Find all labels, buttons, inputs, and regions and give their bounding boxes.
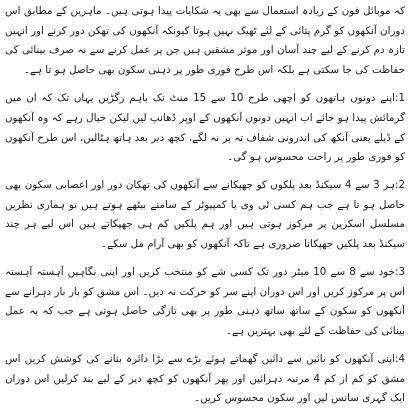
tip-1-paragraph: 1:اپنے دونوں ہاتھوں کو اچھی طرح 10 سے 15 منٹ تک باہم رگڑیں یہاں تک کہ ان میں گرمائش پیدا ہو جائے اب انہیں دونوں آنکھوں کے اوپر ڈھانپ لیں لیکن خیال رہے کہ وہ آنکھوں کے ڈیلے یعنی آنکھ کی اندرونی شفاف تہ پر نہ لگے، کچھ دیر بعد ہاتھ ہٹالیں، اس طرح آنکھوں کو فوری طور پر راحت محسوس ہو گی۔ [5, 92, 405, 164]
intro-paragraph: کہ موبائل فون کے زیادہ استعمال سے بھی یہ شکایات پیدا ہوتی ہیں۔ ماہرین کے مطابق اس دوران آنکھوں کو گرم پتائی کے لئے ٹھیک نہیں ہوتا کیونکہ آنکھوں کی تھکن دور کرنے اور انہیں تازہ دم کرنے کے لیے چند آسان اور موثر مشقیں ہیں جن پر عمل کرنے سے نہ صرف بینائی کی حفاظت کی جا سکتی ہے بلکہ اس طرح فوری طور پر ذہنی سکون بھی حاصل ہو تا ہے۔ [5, 5, 405, 76]
tip-3-paragraph: 3:خود سے 8 سے 10 میٹر دور تک کسی شے کو منتخب کریں اور اپنی نگاہیں آہستہ آہستہ اس پر مرکوز کریں اور اس دوران اپنے سر کو حرکت نہ دیں۔ اس مشق کو بار بار دہرانے سے آنکھوں کو سکون کے ساتھ ساتھ ذہنی طور پر بھی تازگی حاصل ہوتی ہے جب کہ یہ عمل بینائی کی حفاظت کے لئے بھی بہترین ہے۔ [5, 266, 405, 337]
tip-2-paragraph: 2:ہر 3 سے 4 سیکنڈ بعد پلکوں کو جھپکانے سے آنکھوں کی تھکان دور اور اعصابی سکون بھی حاصل ہو تا ہے جب ہم کسی ٹی وی یا کمپیوٹر کے سامنے بیٹھے ہوتے ہیں تو ہماری نظریں مسلسل اسکرین پر مرکوز ہوتی ہیں اور ہم پلکیں کم ہی جھپکاتے ہیں اس لیے ہر چند سیکنڈ بعد پلکیں جھپکانا ضروری ہے تاکہ آنکھوں کو بھی آرام مل سکے۔ [5, 179, 405, 251]
article-body [5, 2, 405, 406]
tip-4-paragraph: 4:اپنی آنکھوں کو بائیں سے دائیں گھماتے ہوئے بڑے سے بڑا دائرہ بنانے کی کوشش کریں اس مشق کو کم از کم 4 مرتبہ دہرائیں اور پھر آنکھوں کو کچھ دیر کے لیے بند کرلیں اس دوران ایک گہری سانس لیں اور سکون محسوس کریں۔ [5, 353, 405, 405]
